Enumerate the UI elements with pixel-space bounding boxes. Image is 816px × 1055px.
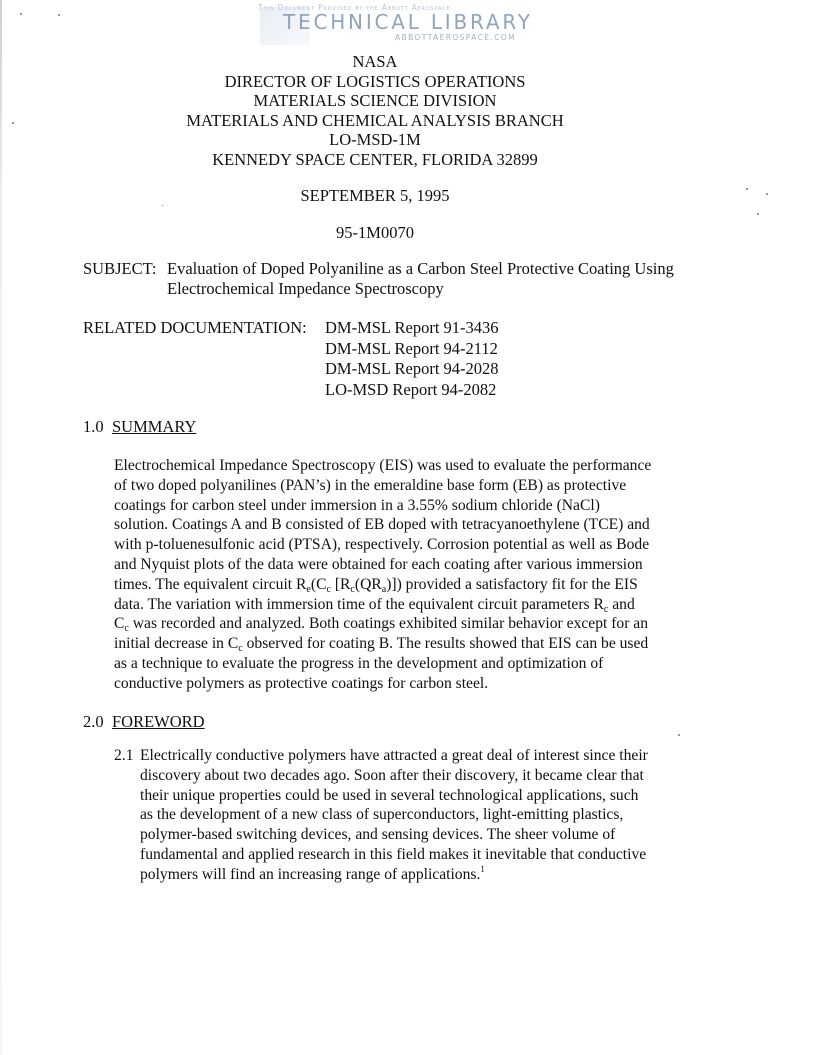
footnote-reference: 1 (480, 863, 485, 874)
subject-block (83, 259, 687, 299)
text-line: as the development of a new class of superconductors, light-emitting plastics, (140, 806, 624, 824)
report-number: 95-1M0070 (336, 223, 414, 242)
text-line: polymer-based switching devices, and sensing devices. The sheer volume of (140, 826, 616, 844)
text-run: data. The variation with immersion time of the equivalent circuit parameters R (114, 595, 604, 613)
text-run: )]) provided a satisfactory fit for the EIS (386, 575, 638, 593)
text-line: Electrically conductive polymers have attracted a great deal of interest since their (140, 747, 648, 764)
text-line (114, 595, 684, 615)
text-line (114, 614, 684, 634)
branch: MATERIALS AND CHEMICAL ANALYSIS BRANCH (186, 110, 564, 130)
text-run: initial decrease in C (114, 635, 239, 653)
scan-speck (757, 213, 759, 215)
section-title: FOREWORD (112, 712, 205, 731)
text-line: coatings for carbon steel under immersion in a 3.55% sodium chloride (NaCl) (114, 496, 600, 514)
subject-line: Evaluation of Doped Polyaniline as a Carbon Steel Protective Coating Using (167, 259, 674, 278)
related-document-item: LO-MSD Report 94-2082 (325, 379, 497, 399)
text-run: [R (330, 575, 351, 593)
scan-speck (746, 188, 748, 190)
related-document-item: DM-MSL Report 94-2112 (325, 338, 498, 358)
org-name: NASA (352, 52, 398, 71)
text-run: times. The equivalent circuit R (114, 575, 307, 593)
text-line: fundamental and applied research in this field makes it inevitable that conductive (140, 845, 647, 863)
text-line: Electrochemical Impedance Spectroscopy (EIS) was used to evaluate the performance (114, 457, 652, 474)
office-code: LO-MSD-1M (329, 130, 421, 149)
scan-speck (678, 734, 680, 736)
scan-speck (58, 14, 60, 16)
address: KENNEDY SPACE CENTER, FLORIDA 32899 (212, 149, 538, 169)
paragraph-text (140, 746, 690, 885)
text-run: and (608, 595, 635, 613)
scan-speck (20, 13, 22, 15)
text-line: conductive polymers as protective coatings for carbon steel. (114, 674, 489, 692)
related-documentation-list (325, 318, 499, 400)
text-line (140, 865, 690, 885)
document-date: SEPTEMBER 5, 1995 (300, 186, 450, 205)
scan-speck (766, 193, 768, 195)
subject-label: SUBJECT: (83, 259, 157, 278)
watermark-logo (255, 3, 545, 47)
subscript: c (603, 603, 609, 615)
subscript: c (326, 583, 331, 595)
section-number: 2.0 (83, 712, 104, 731)
subscript: a (381, 583, 387, 595)
scan-speck (12, 122, 14, 124)
division: MATERIALS SCIENCE DIVISION (253, 91, 497, 110)
related-documentation-label: RELATED DOCUMENTATION: (83, 318, 307, 337)
text-run: polymers will find an increasing range of applications. (140, 865, 481, 883)
watermark-top-text: This Document Provided by the Abbott Aerospace (258, 3, 451, 12)
summary-paragraph (114, 456, 684, 694)
text-line (114, 634, 684, 654)
text-line: of two doped polyanilines (PAN’s) in the emeraldine base form (EB) as protective (114, 476, 627, 494)
subject-value (167, 259, 687, 299)
text-run: observed for coating B. The results showed that EIS can be used (242, 635, 649, 653)
subscript: c (124, 623, 129, 635)
section-number: 1.0 (83, 417, 104, 436)
text-run: (C (310, 575, 327, 593)
text-line (114, 575, 684, 595)
text-run: was recorded and analyzed. Both coatings exhibited similar behavior except for an (128, 615, 649, 633)
text-run: C (114, 615, 125, 633)
section-heading-summary (83, 417, 196, 437)
section-heading-foreword (83, 712, 205, 732)
subscript: c (350, 583, 355, 595)
directorate: DIRECTOR OF LOGISTICS OPERATIONS (224, 71, 526, 91)
watermark-url: ABBOTTAEROSPACE.COM (395, 33, 516, 42)
subscript: e (306, 583, 311, 595)
watermark-main-text: TECHNICAL LIBRARY (283, 10, 533, 34)
scan-speck (162, 205, 163, 206)
text-line: with p-toluenesulfonic acid (PTSA), respectively. Corrosion potential as well as Bode (114, 536, 650, 554)
text-line: discovery about two decades ago. Soon after their discovery, it became clear that (140, 766, 644, 784)
text-line: their unique properties could be used in several technological applications, such (140, 786, 639, 804)
text-line: as a technique to evaluate the progress in the development and optimization of (114, 654, 604, 672)
related-document-item: DM-MSL Report 94-2028 (325, 359, 499, 378)
text-line: and Nyquist plots of the data were obtained for each coating after various immersion (114, 555, 643, 573)
related-documentation (83, 318, 499, 400)
text-run: (QR (354, 575, 382, 593)
foreword-paragraph-2-1 (114, 746, 694, 885)
subscript: c (238, 643, 243, 655)
text-line: solution. Coatings A and B consisted of EB doped with tetracyanoethylene (TCE) and (114, 516, 650, 534)
subject-line: Electrochemical Impedance Spectroscopy (167, 279, 444, 298)
section-title: SUMMARY (112, 417, 197, 436)
paragraph-number: 2.1 (114, 747, 134, 764)
related-document-item: DM-MSL Report 91-3436 (325, 318, 499, 337)
letterhead (0, 52, 750, 169)
